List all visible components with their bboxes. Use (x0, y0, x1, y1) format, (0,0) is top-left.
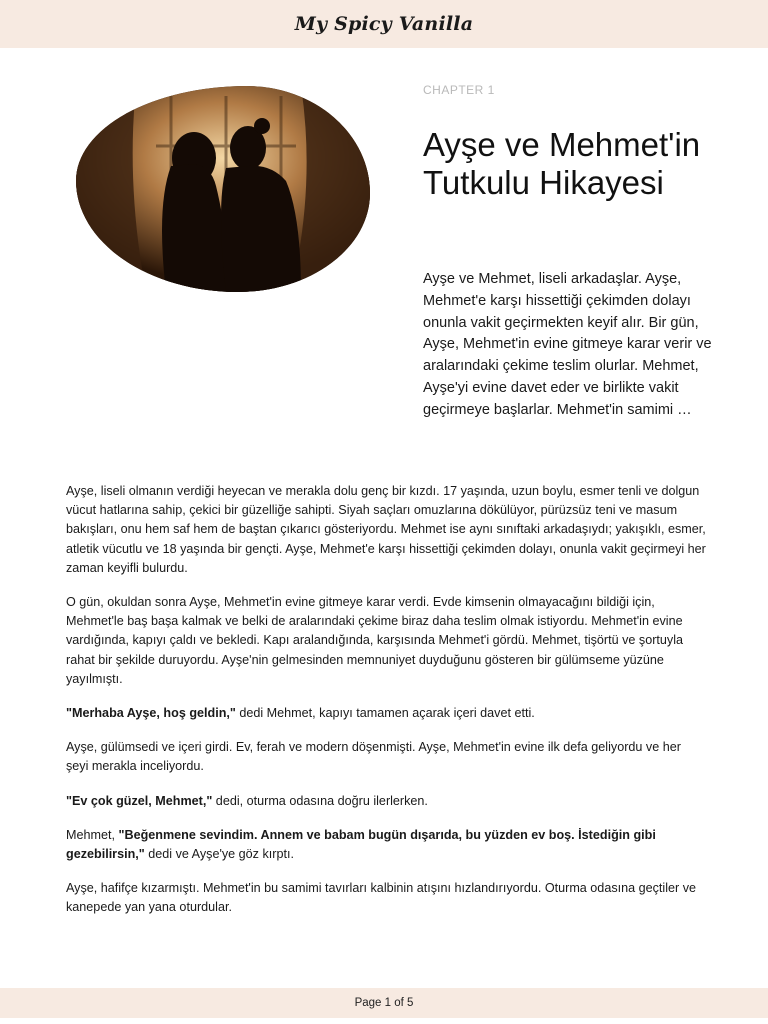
page-indicator: Page 1 of 5 (354, 997, 414, 1009)
site-logo[interactable]: My Spicy Vanilla (294, 13, 474, 35)
story-excerpt: Ayşe ve Mehmet, liseli arkadaşlar. Ayşe, Mehmet'e karşı hissettiği çekimden dolayı onunla vakit geçirmekten keyif alır. Bir gün, Ayşe, Mehmet'in evine gitmeye karar verir ve aralarındaki çekime teslim olurlar. Mehmet, Ayşe'yi evine davet eder ve birlikte vakit geçirmeye başlarlar. Mehmet'in samimi … (423, 271, 712, 418)
paragraph (66, 826, 706, 864)
paragraph: O gün, okuldan sonra Ayşe, Mehmet'in evine gitmeye karar verdi. Evde kimsenin olmayacağını bildiği için, Mehmet'le baş başa kalmak ve belki de aralarındaki çekime biraz daha teslim olmak istiyordu. Mehmet'in evine vardığında, kapıyı çaldı ve bekledi. Kapı aralandığında, karşısında Mehmet'i gördü. Mehmet, tişörtü ve şortuyla rahat bir şekilde duruyordu. Ayşe'nin gelmesinden memnuniyet duyduğunu gösteren bir gülümseme yüzüne yayılmıştı. (66, 595, 684, 686)
story-title: Ayşe ve Mehmet'in Tutkulu Hikayesi (423, 126, 701, 201)
site-header (0, 0, 768, 48)
paragraph-text: dedi ve Ayşe'ye göz kırptı. (144, 847, 294, 862)
paragraph: Ayşe, hafifçe kızarmıştı. Mehmet'in bu samimi tavırları kalbinin atışını hızlandırıyordu. Oturma odasına geçtiler ve kanepede yan yana oturdular. (66, 881, 697, 915)
paragraph-text: Mehmet, (66, 827, 119, 842)
paragraph (66, 704, 706, 723)
paragraph: Ayşe, liseli olmanın verdiği heyecan ve merakla dolu genç bir kızdı. 17 yaşında, uzun boylu, esmer tenli ve dolgun vücut hatlarına sahip, çekici bir güzelliğe sahipti. Siyah saçları omuzlarına dökülüyor, pürüzsüz teni ve masum bakışları, onu hem saf hem de baştan çıkarıcı gösteriyordu. Mehmet ise aynı sınıftaki arkadaşıydı; yakışıklı, esmer, atletik vücutlu ve 18 yaşında bir gençti. Ayşe, Mehmet'e karşı hissettiği çekimden dolayı, onunla vakit geçirmeyi her zaman keyifli bulurdu. (66, 484, 706, 575)
dialogue-quote: "Beğenmene sevindim. Annem ve babam bugün dışarıda, bu yüzden ev boş. İstediğin gibi gezebilirsin," (66, 827, 656, 862)
chapter-cover-image (76, 86, 370, 292)
paragraph-text: dedi, oturma odasına doğru ilerlerken. (212, 793, 428, 808)
chapter-label: CHAPTER 1 (423, 83, 495, 97)
dialogue-quote: "Ev çok güzel, Mehmet," (66, 793, 213, 808)
paragraph-text: dedi Mehmet, kapıyı tamamen açarak içeri davet etti. (235, 706, 535, 721)
story-body (66, 482, 706, 933)
page-footer (0, 988, 768, 1018)
paragraph: Ayşe, gülümsedi ve içeri girdi. Ev, ferah ve modern döşenmişti. Ayşe, Mehmet'in evine ilk defa geliyordu ve her şeyi merakla inceliyordu. (66, 740, 681, 774)
paragraph (66, 792, 706, 811)
dialogue-quote: "Merhaba Ayşe, hoş geldin," (66, 706, 236, 721)
